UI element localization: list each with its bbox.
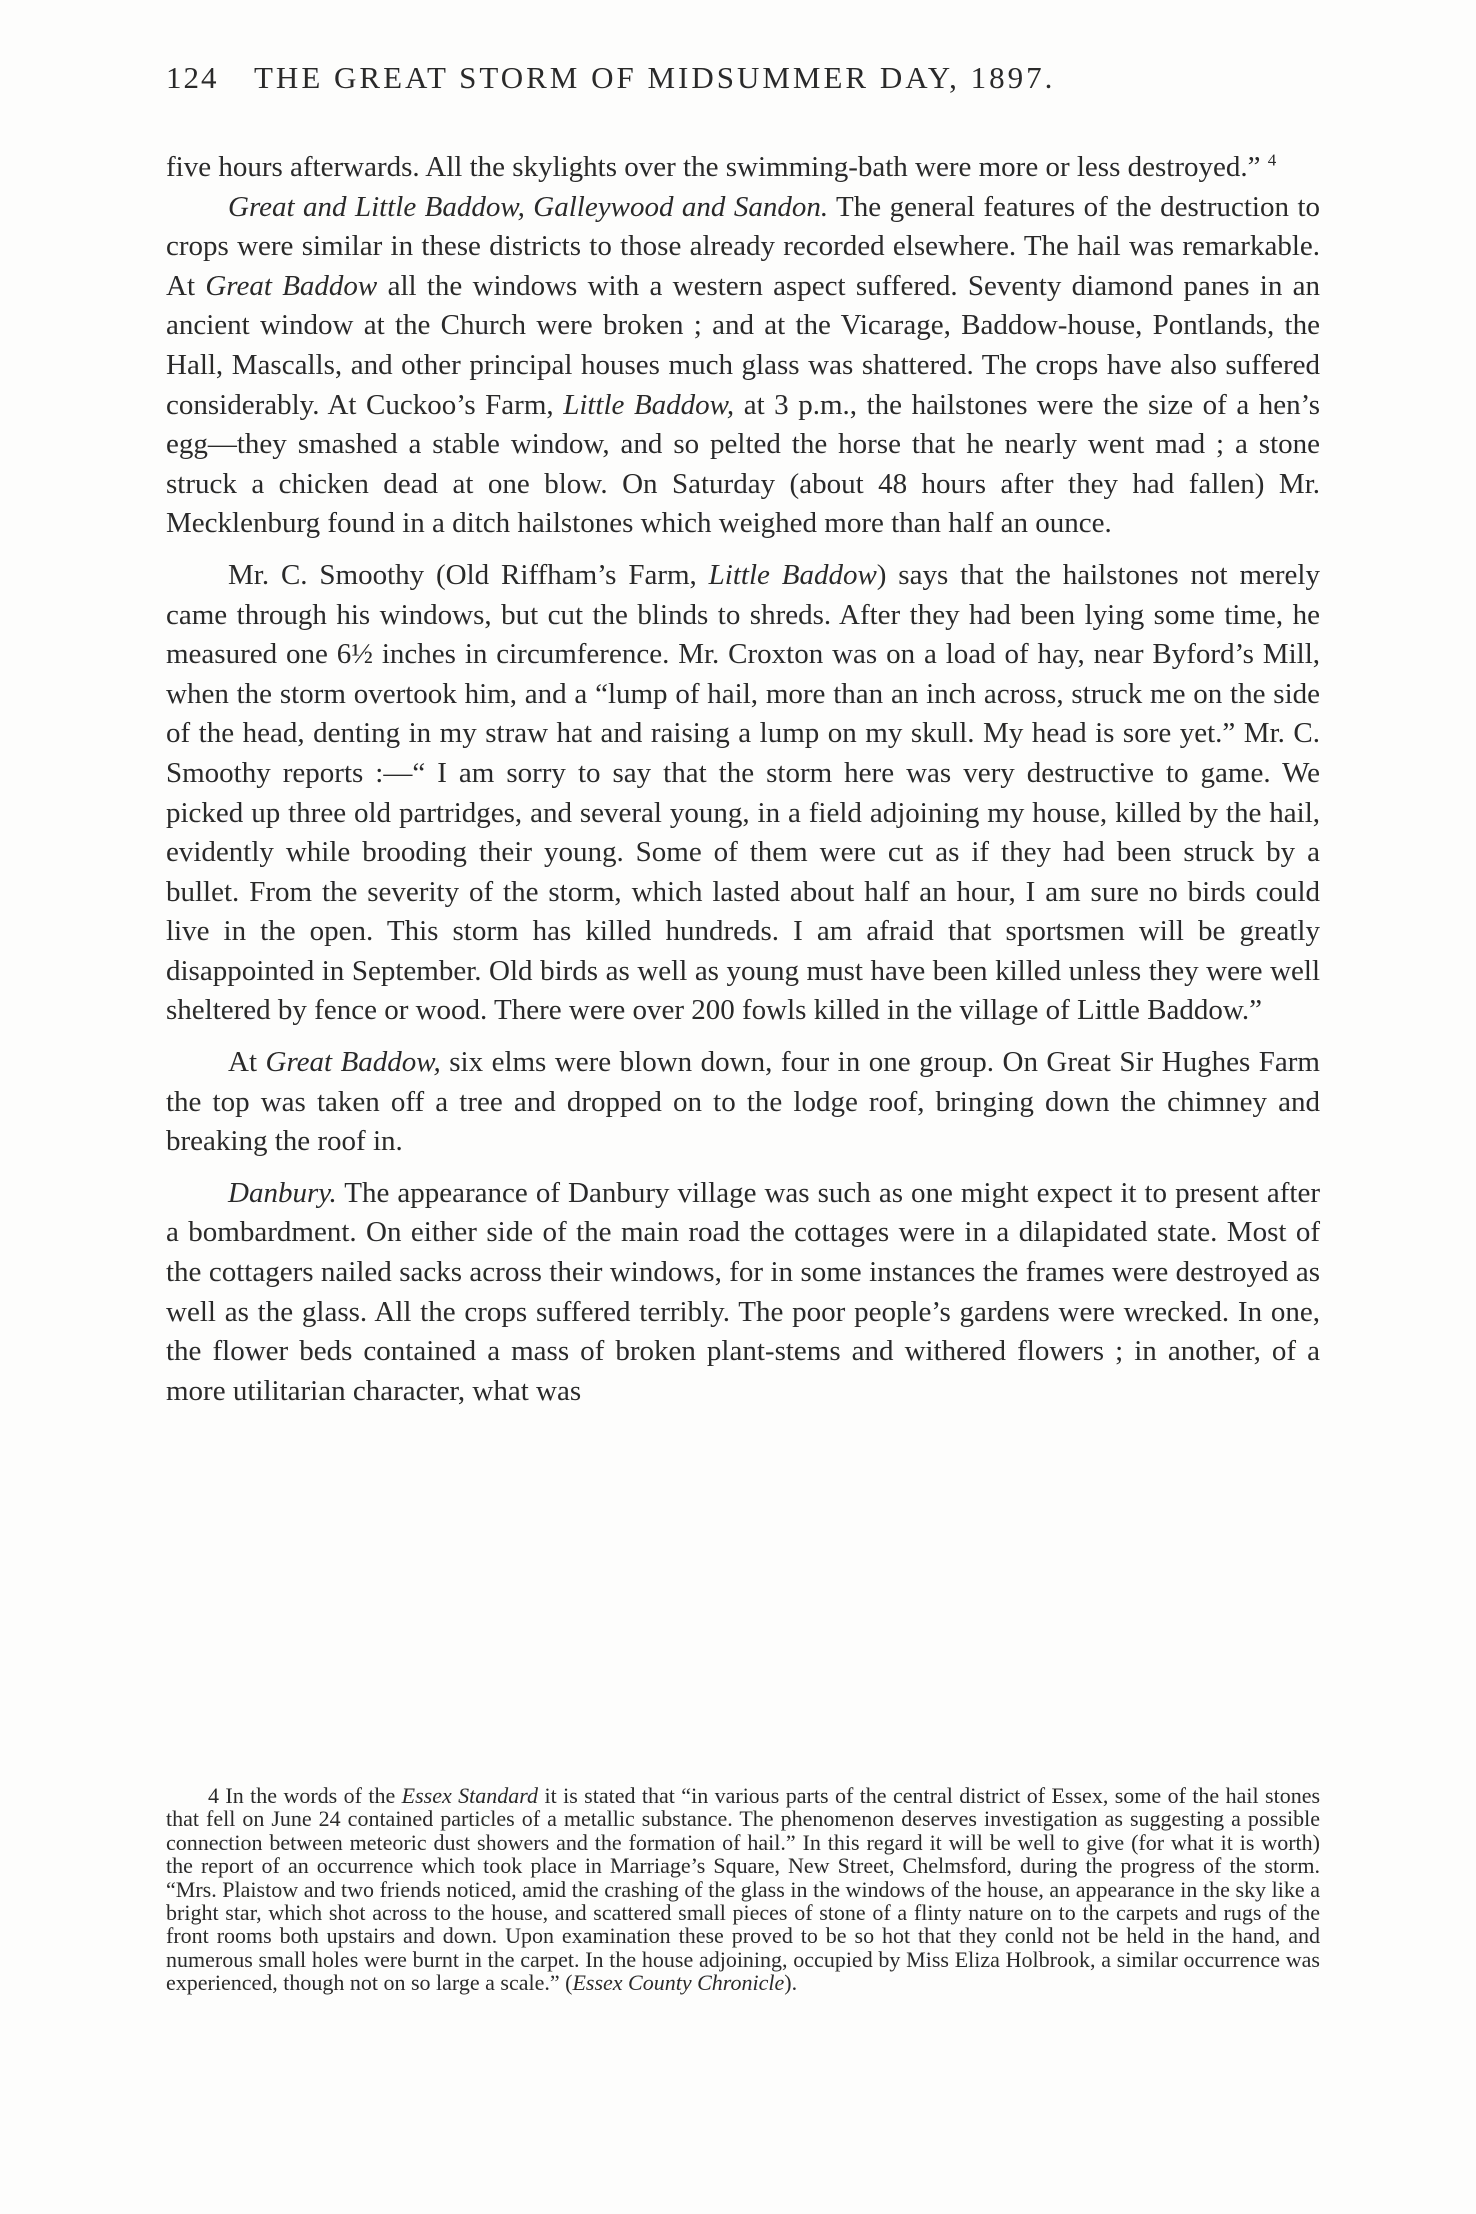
footnotes [166,1784,1320,1995]
paragraph-2 [166,188,1320,544]
paragraph-4-text-a: At [228,1046,266,1079]
paragraph-2-italic-c: Little Baddow, [563,388,735,421]
page-header [166,60,1320,112]
footnote-italic-a: Essex Standard [401,1783,539,1808]
body-text [166,148,1320,1411]
footnote-text-a: In the words of the [219,1783,402,1808]
footnote-text-c: ). [784,1970,798,1996]
book-page [166,60,1321,1996]
paragraph-1 [166,148,1320,188]
paragraph-2-text-b: all the windows with a western aspect suffered. Seventy diamond panes in an ancient window at the Church were broken ; and at the Vicarage, Baddow-house, Pontlands, the Hall, Mascalls, and other principal houses much glass was shattered. The crops have also suffered considerably. At Cuckoo’s Farm, [166,269,1321,421]
paragraph-3-text-a: Mr. C. Smoothy (Old Riffham’s Farm, [228,558,709,591]
paragraph-3-text-b: ) says that the hailstones not merely came through his windows, but cut the blinds to shreds. After they had been lying some time, he measured one 6½ inches in circumference. Mr. Croxton was on a load of hay, near Byford’s Mill, when the storm overtook him, and a “lump of hail, more than an inch across, struck me on the side of the head, denting in my straw hat and raising a lump on my skull. My head is sore yet.” Mr. C. Smoothy reports :—“ I am sorry to say that the storm here was very destructive to game. We picked up three old partridges, and several young, in a field adjoining my house, killed by the hail, evidently while brooding their young. Some of them were cut as if they had been struck by a bullet. From the severity of the storm, which lasted about half an hour, I am sure no birds could live in the open. This storm has killed hundreds. I am afraid that sportsmen will be greatly disappointed in September. Old birds as well as young must have been killed unless they were well sheltered by fence or wood. There were over 200 fowls killed in the village of Little Baddow.” [166,558,1320,1027]
paragraph-4-text-b: six elms were blown down, four in one group. On Great Sir Hughes Farm the top was taken off a tree and dropped on to the lodge roof, bringing down the chimney and breaking the roof in. [166,1046,1320,1158]
footnote-number: 4 [208,1783,219,1808]
paragraph-3 [166,556,1320,1031]
paragraph-5-text: The appearance of Danbury village was such as one might expect it to present after a bombardment. On either side of the main road the cottages were in a dilapidated state. Most of the cottagers nailed sacks across their windows, for in some instances the frames were destroyed as well as the glass. All the crops suffered terribly. The poor people’s gardens were wrecked. In one, the flower beds contained a mass of broken plant-stems and withered flowers ; in another, of a more utilitarian character, what was [166,1176,1320,1407]
paragraph-3-italic-a: Little Baddow [708,558,877,591]
footnote-reference: 4 [1267,150,1277,170]
paragraph-2-italic-b: Great Baddow [205,269,378,302]
section-heading-baddow: Great and Little Baddow, Galleywood and Sandon. [228,190,829,223]
footnote-italic-b: Essex County Chronicle [572,1970,785,1996]
page-number: 124 [166,60,219,95]
paragraph-4-italic-a: Great Baddow, [265,1046,441,1079]
section-heading-danbury: Danbury. [228,1176,337,1209]
footnote-text-b: it is stated that “in various parts of the central district of Essex, some of the hail stones that fell on June 24 contained particles of a metallic substance. The phenomenon deserves investigation as suggesting a possible connection between meteoric dust showers and the formation of hail.” In this regard it will be well to give (for what it is worth) the report of an occurrence which took place in Marriage’s Square, New Street, Chelmsford, during the progress of the storm. “Mrs. Plaistow and two friends noticed, amid the crashing of the glass in the windows of the house, an appearance in the sky like a bright star, which shot across to the house, and scattered small pieces of stone of a flinty nature on to the carpets and rugs of the front rooms both upstairs and down. Upon examination these proved to be so hot that they conld not be held in the hand, and numerous small holes were burnt in the carpet. In the house adjoining, occupied by Miss Eliza Holbrook, a similar occurrence was experienced, though not on so large a scale.” ( [166,1783,1321,1996]
paragraph-5 [166,1174,1320,1412]
footnote-4 [166,1784,1320,1995]
paragraph-2-text-c: at 3 p.m., the hailstones were the size of a hen’s egg—they smashed a stable window, and so pelted the horse that he nearly went mad ; a stone struck a chicken dead at one blow. On Saturday (about 48 hours after they had fallen) Mr. Mecklenburg found in a ditch hailstones which weighed more than half an ounce. [166,388,1320,540]
paragraph-2-text-a: The general features of the destruction to crops were similar in these districts to those already recorded elsewhere. The hail was remarkable. At [166,190,1321,302]
paragraph-1-text: five hours afterwards. All the skylights over the swimming-bath were more or less destroyed.” [166,151,1261,183]
paragraph-4 [166,1043,1320,1162]
running-head: THE GREAT STORM OF MIDSUMMER DAY, 1897. [254,60,1056,95]
